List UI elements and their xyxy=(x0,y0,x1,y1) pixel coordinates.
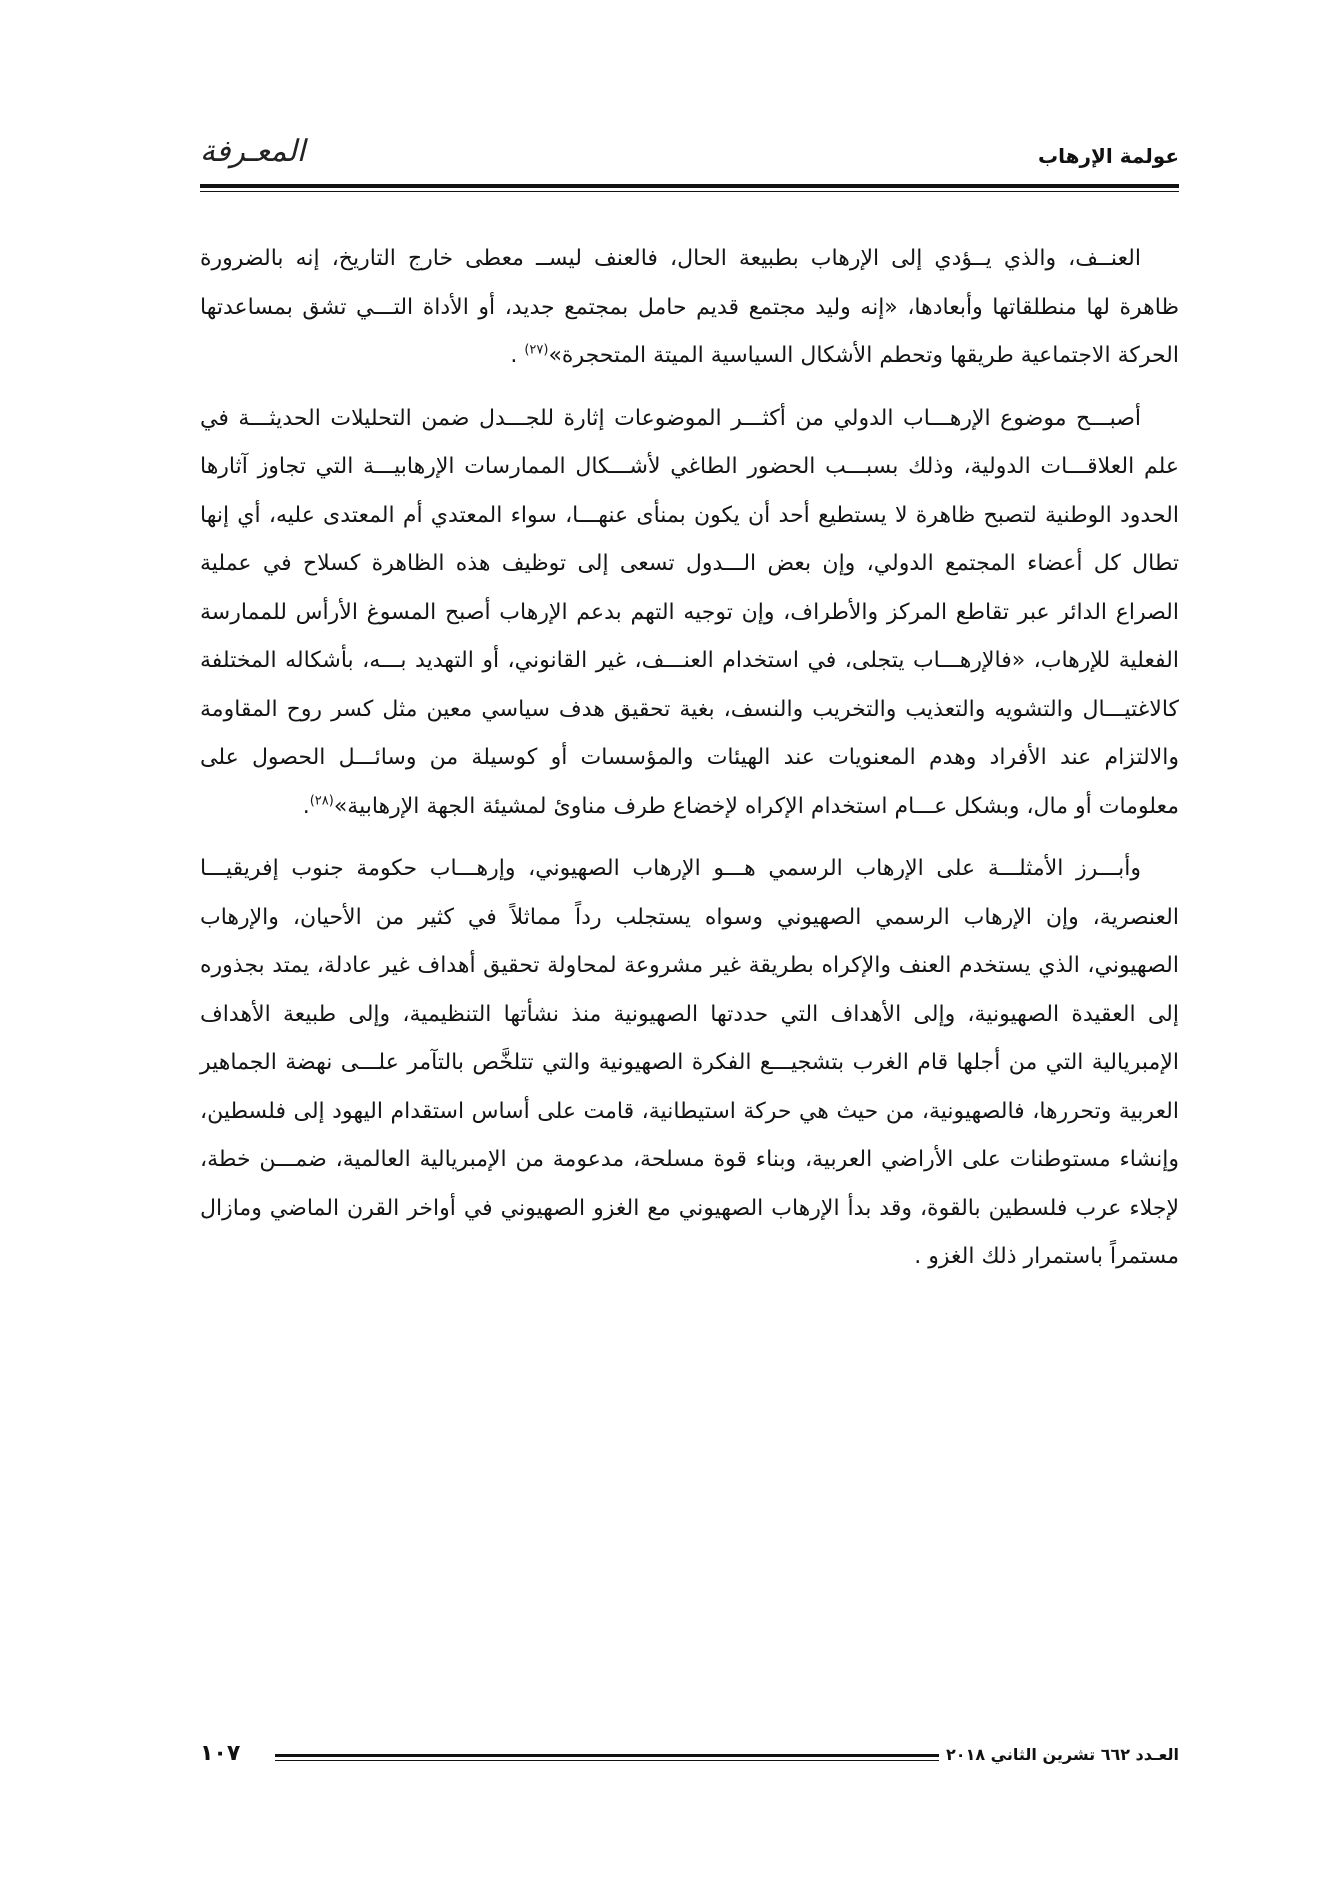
header-rule-thick xyxy=(200,184,1179,188)
header-rule-thin xyxy=(200,191,1179,192)
footnote-ref: (٢٧) xyxy=(524,342,549,358)
paragraph-text: العنــف، والذي يــؤدي إلى الإرهاب بطبيعة الحال، فالعنف ليســ معطى خارج التاريخ، إنه بالضرورة ظاهرة لها منطلقاتها وأبعادها، «إنه وليد مجتمع قديم حامل بمجتمع جديد، أو الأداة التـــي تشق بمساعدتها الحركة الاجتماعية طريقها وتحطم الأشكال السياسية الميتة المتحجرة» xyxy=(200,246,1179,368)
paragraph-text: وأبـــرز الأمثلـــة على الإرهاب الرسمي هـــو الإرهاب الصهيوني، وإرهـــاب حكومة جنوب إفريقيـــا العنصرية، وإن الإرهاب الرسمي الصهيوني وسواه يستجلب رداً مماثلاً في كثير من الأحيان، والإرهاب الصهيوني، الذي يستخدم العنف والإكراه بطريقة غير مشروعة لمحاولة تحقيق أهداف غير عادلة، يمتد بجذوره إلى العقيدة الصهيونية، وإلى الأهداف التي حددتها الصهيونية منذ نشأتها التنظيمية، وإلى طبيعة الأهداف الإمبريالية التي من أجلها قام الغرب بتشجيـــع الفكرة الصهيونية والتي تتلخَّص بالتآمر علـــى نهضة الجماهير العربية وتحررها، فالصهيونية، من حيث هي حركة استيطانية، قامت على أساس استقدام اليهود إلى فلسطين، وإنشاء مستوطنات على الأراضي العربية، وبناء قوة مسلحة، مدعومة من الإمبريالية العالمية، ضمـــن خطة، لإجلاء عرب فلسطين بالقوة، وقد بدأ الإرهاب الصهيوني مع الغزو الصهيوني في أواخر القرن الماضي ومازال مستمراً باستمرار ذلك الغزو . xyxy=(200,856,1179,1269)
footer-rule-thin xyxy=(275,1760,939,1761)
page-header xyxy=(200,132,1179,182)
paragraph-text: أصبـــح موضوع الإرهـــاب الدولي من أكثـــر الموضوعات إثارة للجـــدل ضمن التحليلات الحديثـــة في علم العلاقـــات الدولية، وذلك بسبـــب الحضور الطاغي لأشـــكال الممارسات الإرهابيـــة التي تجاوز آثارها الحدود الوطنية لتصبح ظاهرة لا يستطيع أحد أن يكون بمنأى عنهـــا، سواء المعتدي أم المعتدى عليه، أي إنها تطال كل أعضاء المجتمع الدولي، وإن بعض الـــدول تسعى إلى توظيف هذه الظاهرة كسلاح في عملية الصراع الدائر عبر تقاطع المركز والأطراف، وإن توجيه التهم بدعم الإرهاب أصبح المسوغ الأرأس للممارسة الفعلية للإرهاب، «فالإرهـــاب يتجلى، في استخدام العنـــف، غير القانوني، أو التهديد بـــه، بأشكاله المختلفة كالاغتيـــال والتشويه والتعذيب والتخريب والنسف، بغية تحقيق هدف سياسي معين مثل كسر روح المقاومة والالتزام عند الأفراد وهدم المعنويات عند الهيئات والمؤسسات أو كوسيلة من وسائـــل الحصول على معلومات أو مال، وبشكل عـــام استخدام الإكراه لإخضاع طرف مناوئ لمشيئة الجهة الإرهابية» xyxy=(200,405,1179,819)
running-title: عولمة الإرهاب xyxy=(1038,144,1179,168)
paragraph-ending: . xyxy=(302,793,310,819)
issue-label: العـدد ٦٦٢ تشرين الثاني ٢٠١٨ xyxy=(946,1745,1179,1764)
paragraph-1 xyxy=(200,235,1179,381)
paragraph-ending: . xyxy=(510,343,525,368)
footer-rule-thick xyxy=(275,1754,939,1757)
magazine-logo: المعـرفة xyxy=(200,134,306,169)
paragraph-3 xyxy=(200,845,1179,1282)
page-footer xyxy=(200,1741,1179,1775)
page-number: ١٠٧ xyxy=(200,1741,241,1766)
footnote-ref: (٢٨) xyxy=(309,793,334,809)
paragraph-2 xyxy=(200,395,1179,832)
article-body xyxy=(200,235,1179,1296)
